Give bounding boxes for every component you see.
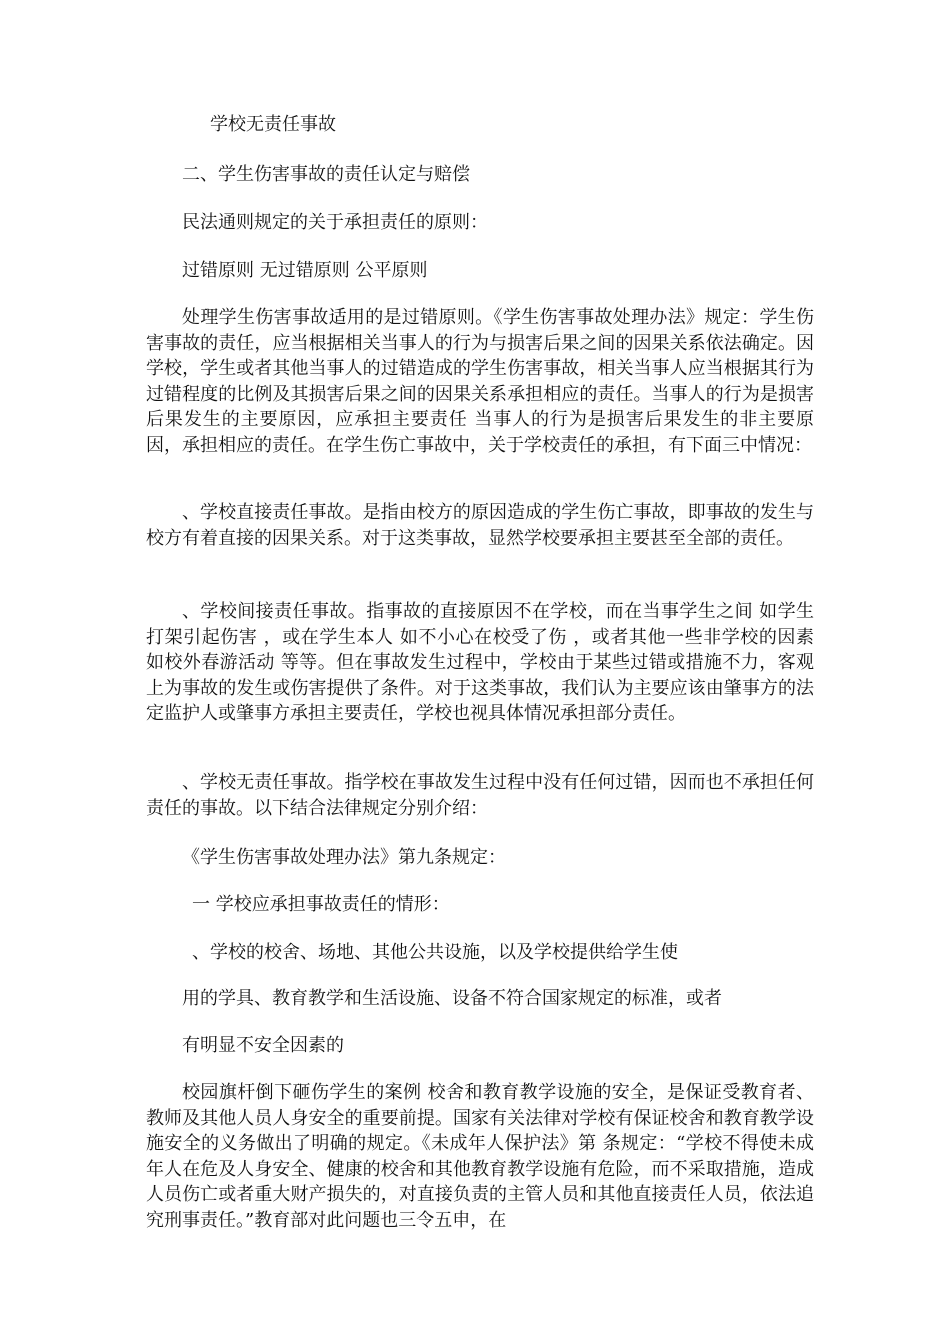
section-2-title: 二、学生伤害事故的责任认定与赔偿 <box>182 164 470 185</box>
item-1-line-2: 用的学具、教育教学和生活设施、设备不符合国家规定的标准，或者 <box>182 988 722 1009</box>
civil-law-principles-intro: 民法通则规定的关于承担责任的原则： <box>182 212 488 233</box>
item-1-line-3: 有明显不安全因素的 <box>182 1035 344 1056</box>
paragraph-direct-responsibility: 、学校直接责任事故。是指由校方的原因造成的学生伤亡事故，即事故的发生与校方有着直接的因果关系。对于这类事故，显然学校要承担主要甚至全部的责任。 <box>146 502 814 549</box>
heading-no-responsibility: 学校无责任事故 <box>210 114 336 135</box>
principles-list: 过错原则 无过错原则 公平原则 <box>182 260 428 281</box>
paragraph-indirect-responsibility: 、学校间接责任事故。指事故的直接原因不在学校，而在当事学生之间 如学生打架引起伤害 ，或在学生本人 如不小心在校受了伤 ，或者其他一些非学校的因素 如校外春游活动 等等。但在事故发生过程中，学校由于某些过错或措施不力，客观上为事故的发生或伤害提供了条件。对于这类事故，我们认为主要应该由肇事方的法定监护人或肇事方承担主要责任，学校也视具体情况承担部分责任。 <box>146 601 814 724</box>
article-9-intro: 《学生伤害事故处理办法》第九条规定： <box>182 847 506 868</box>
case-1-title: 一 学校应承担事故责任的情形： <box>192 894 450 915</box>
item-1-line-1: 、学校的校舍、场地、其他公共设施，以及学校提供给学生使 <box>192 942 678 963</box>
paragraph-fault-principle: 处理学生伤害事故适用的是过错原则。《学生伤害事故处理办法》规定：学生伤害事故的责任，应当根据相关当事人的行为与损害后果之间的因果关系依法确定。因学校，学生或者其他当事人的过错造成的学生伤害事故，相关当事人应当根据其行为过错程度的比例及其损害后果之间的因果关系承担相应的责任。当事人的行为是损害后果发生的主要原因，应承担主要责任 当事人的行为是损害后果发生的非主要原因，承担相应的责任。在学生伤亡事故中，关于学校责任的承担，有下面三中情况： <box>146 307 814 456</box>
paragraph-flagpole-case: 校园旗杆倒下砸伤学生的案例 校舍和教育教学设施的安全，是保证受教育者、教师及其他人员人身安全的重要前提。国家有关法律对学校有保证校舍和教育教学设施安全的义务做出了明确的规定。《未成年人保护法》第 条规定：“学校不得使未成年人在危及人身安全、健康的校舍和其他教育教学设施有危险，而不采取措施，造成人员伤亡或者重大财产损失的，对直接负责的主管人员和其他直接责任人员，依法追究刑事责任。”教育部对此问题也三令五申，在 <box>146 1082 814 1231</box>
paragraph-no-responsibility: 、学校无责任事故。指学校在事故发生过程中没有任何过错，因而也不承担任何责任的事故。以下结合法律规定分别介绍： <box>146 772 814 819</box>
